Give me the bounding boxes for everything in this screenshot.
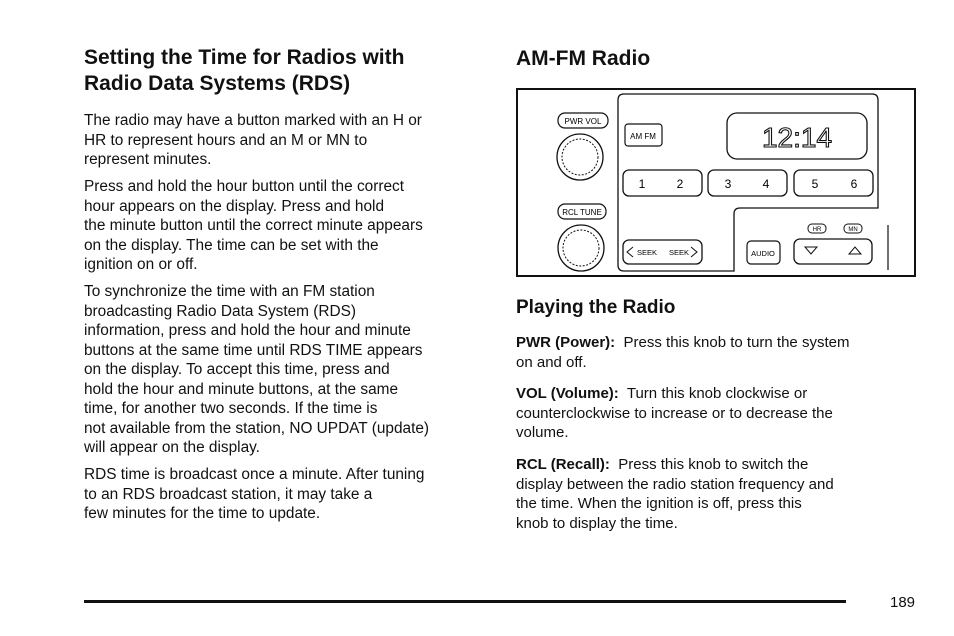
text-line: the time. When the ignition is off, press this <box>516 495 802 512</box>
seek-right-arrow-icon <box>691 247 697 257</box>
rcl-tune-knob <box>558 225 604 271</box>
text-line: the minute button until the correct minute appears <box>84 217 423 234</box>
text-line: time, for another two seconds. If the time is <box>84 400 378 417</box>
subheading-playing-radio: Playing the Radio <box>516 297 676 318</box>
display-time: 12:14 <box>761 122 833 153</box>
text-line: will appear on the display. <box>84 439 260 456</box>
text-line: hold the hour and minute buttons, at the same <box>84 380 399 398</box>
radio-faceplate <box>518 90 914 275</box>
definition-vol <box>516 384 833 443</box>
text-line: buttons at the same time until RDS TIME appears <box>84 341 423 359</box>
text-line: Press this knob to switch the <box>618 456 809 473</box>
heading-line-2: Radio Data Systems (RDS) <box>84 72 351 95</box>
hr-label: HR <box>812 227 822 233</box>
text-line: HR to represent hours and an M or MN to <box>84 131 368 149</box>
text-line: The radio may have a button marked with an H or <box>84 112 422 129</box>
faceplate-outline <box>618 94 878 271</box>
preset-1: 1 <box>638 177 646 191</box>
paragraph-broadcast <box>84 465 424 524</box>
term-rcl: RCL (Recall): <box>516 456 610 473</box>
text-line: on and off. <box>516 353 587 371</box>
text-line: display between the radio station frequency and <box>516 475 834 493</box>
paragraph-synchronize <box>84 282 429 458</box>
term-pwr: PWR (Power): <box>516 334 616 351</box>
heading-line-1: Setting the Time for Radios with <box>84 46 405 69</box>
text-line: not available from the station, NO UPDAT (update) <box>84 419 430 437</box>
text-line: Press this knob to turn the system <box>623 334 850 351</box>
text-line: ignition on or off. <box>84 256 198 273</box>
text-line: on the display. To accept this time, press and <box>84 361 390 378</box>
tune-down-icon <box>805 247 817 254</box>
preset-4: 4 <box>762 177 770 191</box>
seek-button-group <box>623 240 702 264</box>
text-line: knob to display the time. <box>516 514 678 532</box>
text-line: To synchronize the time with an FM station <box>84 283 375 300</box>
pwr-vol-label: PWR VOL <box>564 117 602 126</box>
page-number: 189 <box>890 594 916 611</box>
pwr-vol-knob <box>557 134 603 180</box>
rcl-tune-knob-grip <box>563 230 599 266</box>
radio-illustration <box>516 88 916 277</box>
seek-left-arrow-icon <box>627 247 633 257</box>
definition-rcl <box>516 455 834 533</box>
preset-5: 5 <box>811 177 819 191</box>
am-fm-label: AM FM <box>630 132 656 141</box>
paragraph-press-hold <box>84 177 423 275</box>
tune-button-group <box>794 239 872 264</box>
text-line: on the display. The time can be set with the <box>84 236 379 254</box>
seek-left-label: SEEK <box>636 248 658 257</box>
preset-group-3-4 <box>708 170 787 196</box>
paragraph-hr-mn <box>84 111 422 170</box>
text-line: hour appears on the display. Press and hold <box>84 197 385 215</box>
preset-group-1-2 <box>623 170 702 196</box>
text-line: few minutes for the time to update. <box>84 505 321 522</box>
section-heading-rds-time <box>84 45 404 97</box>
preset-3: 3 <box>724 177 732 191</box>
text-line: to an RDS broadcast station, it may take a <box>84 485 373 503</box>
text-line: Press and hold the hour button until the correct <box>84 178 404 195</box>
footer-rule <box>84 600 846 603</box>
rcl-tune-label: RCL TUNE <box>562 208 602 217</box>
text-line: RDS time is broadcast once a minute. After tuning <box>84 466 425 483</box>
text-line: volume. <box>516 424 569 441</box>
mn-label: MN <box>848 227 858 233</box>
text-line: broadcasting Radio Data System (RDS) <box>84 302 357 320</box>
text-line: counterclockwise to increase or to decrease the <box>516 404 833 422</box>
section-heading-am-fm: AM-FM Radio <box>516 47 651 70</box>
preset-group-5-6 <box>794 170 873 196</box>
seek-right-label: SEEK <box>668 248 690 257</box>
tune-up-icon <box>849 247 861 254</box>
definition-pwr <box>516 333 849 372</box>
preset-2: 2 <box>676 177 684 191</box>
text-line: information, press and hold the hour and minute <box>84 322 411 339</box>
term-vol: VOL (Volume): <box>516 385 619 402</box>
text-line: represent minutes. <box>84 151 212 168</box>
preset-6: 6 <box>850 177 858 191</box>
text-line: Turn this knob clockwise or <box>626 385 808 402</box>
audio-label: AUDIO <box>751 249 775 258</box>
pwr-vol-knob-grip <box>562 139 598 175</box>
